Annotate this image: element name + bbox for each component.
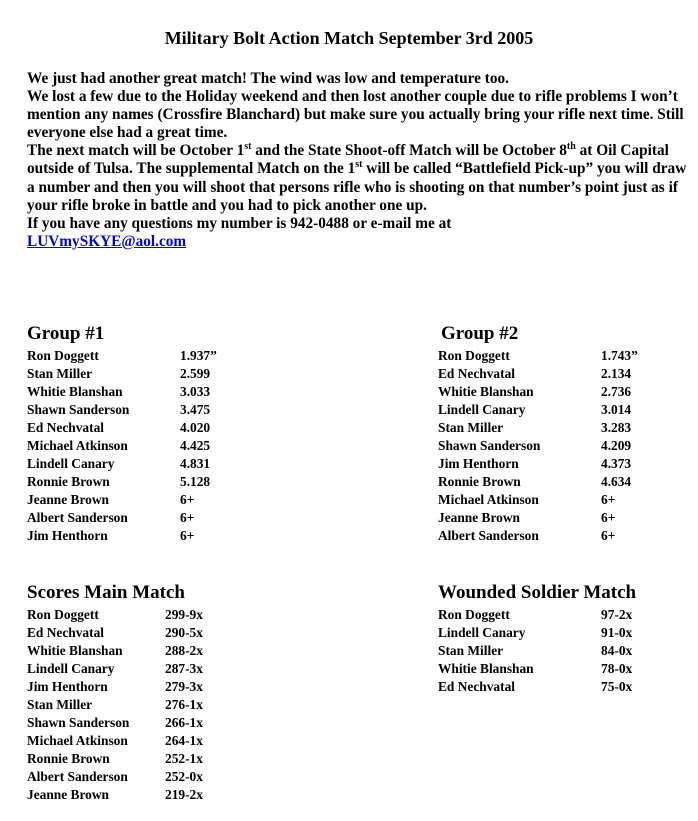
table-row bbox=[438, 455, 638, 473]
group-1-heading: Group #1 bbox=[27, 323, 105, 344]
shooter-name: Whitie Blanshan bbox=[27, 643, 123, 658]
ordinal-suffix: st bbox=[244, 141, 252, 153]
shooter-name: Ed Nechvatal bbox=[438, 366, 515, 381]
score-value: 3.283 bbox=[601, 420, 632, 435]
score-value: 3.014 bbox=[601, 402, 632, 417]
shooter-name: Ronnie Brown bbox=[438, 474, 521, 489]
group-2-heading: Group #2 bbox=[441, 323, 519, 344]
shooter-name: Ron Doggett bbox=[27, 348, 99, 363]
intro-text bbox=[27, 70, 687, 251]
score-value: 4.831 bbox=[180, 456, 211, 471]
table-row bbox=[27, 750, 203, 768]
score-value: 75-0x bbox=[601, 679, 633, 694]
table-row bbox=[27, 642, 203, 660]
shooter-name: Ed Nechvatal bbox=[27, 625, 104, 640]
shooter-name: Stan Miller bbox=[27, 366, 93, 381]
table-row bbox=[438, 624, 636, 642]
table-row bbox=[27, 732, 203, 750]
table-row bbox=[438, 509, 638, 527]
shooter-name: Jeanne Brown bbox=[27, 787, 109, 802]
score-value: 3.475 bbox=[180, 402, 211, 417]
table-row bbox=[438, 401, 638, 419]
table-row bbox=[438, 365, 638, 383]
shooter-name: Shawn Sanderson bbox=[438, 438, 541, 453]
table-row bbox=[438, 419, 638, 437]
score-value: 6+ bbox=[180, 510, 195, 525]
score-value: 4.209 bbox=[601, 438, 632, 453]
shooter-name: Whitie Blanshan bbox=[438, 384, 534, 399]
page-title: Military Bolt Action Match September 3rd 2005 bbox=[164, 28, 534, 48]
score-value: 6+ bbox=[180, 528, 195, 543]
table-row bbox=[438, 678, 636, 696]
score-value: 6+ bbox=[180, 492, 195, 507]
score-value: 219-2x bbox=[165, 787, 203, 802]
shooter-name: Shawn Sanderson bbox=[27, 715, 130, 730]
score-value: 288-2x bbox=[165, 643, 203, 658]
shooter-name: Jim Henthorn bbox=[27, 679, 108, 694]
table-row bbox=[438, 347, 638, 365]
score-value: 4.634 bbox=[601, 474, 632, 489]
shooter-name: Albert Sanderson bbox=[438, 528, 539, 543]
shooter-name: Michael Atkinson bbox=[27, 438, 128, 453]
table-row bbox=[438, 491, 638, 509]
table-row bbox=[27, 419, 217, 437]
main-match-heading: Scores Main Match bbox=[27, 582, 185, 603]
table-row bbox=[27, 624, 203, 642]
group-1-results bbox=[27, 323, 217, 545]
shooter-name: Lindell Canary bbox=[27, 661, 115, 676]
shooter-name: Michael Atkinson bbox=[27, 733, 128, 748]
table-row bbox=[27, 527, 217, 545]
table-row bbox=[27, 401, 217, 419]
table-row bbox=[27, 437, 217, 455]
table-row bbox=[438, 660, 636, 678]
shooter-name: Jim Henthorn bbox=[438, 456, 519, 471]
shooter-name: Albert Sanderson bbox=[27, 510, 128, 525]
wounded-soldier-table bbox=[438, 606, 636, 696]
shooter-name: Ron Doggett bbox=[27, 607, 99, 622]
table-row bbox=[27, 383, 217, 401]
score-value: 6+ bbox=[601, 492, 616, 507]
group-1-table bbox=[27, 347, 217, 545]
score-value: 1.937” bbox=[180, 348, 217, 363]
shooter-name: Stan Miller bbox=[27, 697, 93, 712]
score-value: 264-1x bbox=[165, 733, 203, 748]
intro-line-4: If you have any questions my number is 942-0488 or e-mail me at bbox=[27, 214, 452, 232]
ordinal-suffix: st bbox=[355, 159, 363, 171]
table-row bbox=[438, 437, 638, 455]
score-value: 252-1x bbox=[165, 751, 203, 766]
shooter-name: Ronnie Brown bbox=[27, 751, 110, 766]
intro-line-3a: The next match will be October 1 bbox=[27, 142, 245, 160]
score-value: 5.128 bbox=[180, 474, 211, 489]
shooter-name: Ed Nechvatal bbox=[27, 420, 104, 435]
score-value: 2.134 bbox=[601, 366, 632, 381]
table-row bbox=[438, 473, 638, 491]
score-value: 2.736 bbox=[601, 384, 632, 399]
table-row bbox=[27, 606, 203, 624]
intro-line-1: We just had another great match! The wind was low and temperature too. bbox=[27, 70, 509, 87]
shooter-name: Jeanne Brown bbox=[438, 510, 520, 525]
table-row bbox=[27, 347, 217, 365]
wounded-soldier-heading: Wounded Soldier Match bbox=[438, 582, 637, 603]
table-row bbox=[438, 642, 636, 660]
table-row bbox=[27, 786, 203, 804]
shooter-name: Lindell Canary bbox=[27, 456, 115, 471]
table-row bbox=[27, 714, 203, 732]
score-value: 287-3x bbox=[165, 661, 203, 676]
table-row bbox=[27, 696, 203, 714]
score-value: 266-1x bbox=[165, 715, 203, 730]
score-value: 84-0x bbox=[601, 643, 633, 658]
score-value: 1.743” bbox=[601, 348, 638, 363]
shooter-name: Jeanne Brown bbox=[27, 492, 109, 507]
score-value: 6+ bbox=[601, 510, 616, 525]
email-link[interactable]: LUVmySKYE@aol.com bbox=[27, 232, 187, 250]
main-match-results bbox=[27, 582, 203, 804]
table-row bbox=[438, 606, 636, 624]
score-value: 2.599 bbox=[180, 366, 211, 381]
intro-line-3c: at Oil Capital outside of Tulsa. The supplemental Match on the 1 bbox=[27, 142, 669, 178]
shooter-name: Ron Doggett bbox=[438, 607, 510, 622]
intro-line-2: We lost a few due to the Holiday weekend and then lost another couple due to rifle problems I won’t mention any names (Crossfire Blanchard) but make sure you actually bring your rifle next time. Still everyone else had a great time. bbox=[27, 88, 684, 142]
table-row bbox=[27, 660, 203, 678]
score-value: 91-0x bbox=[601, 625, 633, 640]
shooter-name: Stan Miller bbox=[438, 420, 504, 435]
shooter-name: Michael Atkinson bbox=[438, 492, 539, 507]
table-row bbox=[27, 473, 217, 491]
ordinal-suffix: th bbox=[566, 141, 576, 153]
group-2-table bbox=[438, 347, 638, 545]
table-row bbox=[27, 509, 217, 527]
intro-line-3 bbox=[27, 142, 687, 214]
score-value: 4.020 bbox=[180, 420, 211, 435]
table-row bbox=[27, 455, 217, 473]
main-match-table bbox=[27, 606, 203, 804]
intro-line-3b: and the State Shoot-off Match will be October 8 bbox=[251, 142, 567, 160]
wounded-soldier-results bbox=[438, 582, 636, 696]
table-row bbox=[27, 768, 203, 786]
intro-line-3d: will be called “Battlefield Pick-up” you will draw a number and then you will shoot that persons rifle who is shooting on that number’s point just as if your rifle broke in battle and you had to pick another one up. bbox=[27, 160, 687, 214]
score-value: 279-3x bbox=[165, 679, 203, 694]
shooter-name: Jim Henthorn bbox=[27, 528, 108, 543]
table-row bbox=[27, 491, 217, 509]
shooter-name: Lindell Canary bbox=[438, 625, 526, 640]
score-value: 276-1x bbox=[165, 697, 203, 712]
score-value: 3.033 bbox=[180, 384, 211, 399]
score-value: 97-2x bbox=[601, 607, 633, 622]
score-value: 252-0x bbox=[165, 769, 203, 784]
shooter-name: Whitie Blanshan bbox=[27, 384, 123, 399]
score-value: 78-0x bbox=[601, 661, 633, 676]
table-row bbox=[27, 678, 203, 696]
shooter-name: Stan Miller bbox=[438, 643, 504, 658]
table-row bbox=[438, 383, 638, 401]
table-row bbox=[438, 527, 638, 545]
shooter-name: Shawn Sanderson bbox=[27, 402, 130, 417]
score-value: 6+ bbox=[601, 528, 616, 543]
shooter-name: Ron Doggett bbox=[438, 348, 510, 363]
score-value: 4.425 bbox=[180, 438, 211, 453]
shooter-name: Ed Nechvatal bbox=[438, 679, 515, 694]
group-2-results bbox=[438, 323, 638, 545]
table-row bbox=[27, 365, 217, 383]
shooter-name: Lindell Canary bbox=[438, 402, 526, 417]
shooter-name: Albert Sanderson bbox=[27, 769, 128, 784]
score-value: 290-5x bbox=[165, 625, 203, 640]
score-value: 299-9x bbox=[165, 607, 203, 622]
shooter-name: Whitie Blanshan bbox=[438, 661, 534, 676]
score-value: 4.373 bbox=[601, 456, 632, 471]
shooter-name: Ronnie Brown bbox=[27, 474, 110, 489]
